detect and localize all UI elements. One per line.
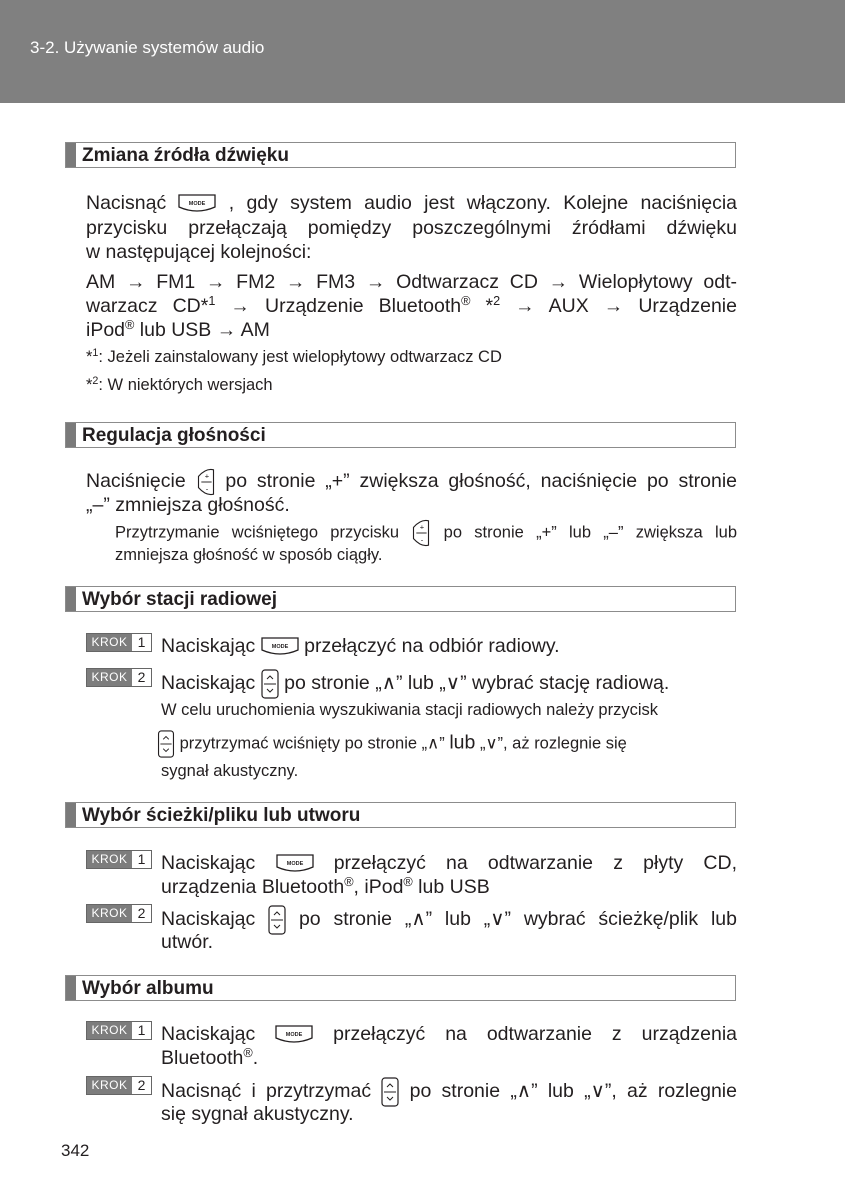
mode-button-icon (261, 637, 299, 657)
section-title: Regulacja głośności (82, 425, 266, 446)
footnote-1: *$^1$: Jeżeli zainstalowany jest wielopłytowy odtwarzacz CD (86, 347, 502, 366)
source-line-2: przycisku przełączają pomiędzy poszczególnymi źródłami dźwięku (86, 217, 737, 239)
source-line-3: w następującej kolejności: (86, 241, 312, 263)
mode-button-icon (275, 1025, 313, 1045)
track-step-1-cont: urządzenia Bluetooth®, iPod® lub USB (161, 875, 490, 898)
volume-sub-2: zmniejsza głośność w sposób ciągły. (115, 546, 383, 564)
volume-sub-1: Przytrzymanie wciśniętego przycisku po stronie „+” lub „–” zwiększa lub (115, 518, 737, 548)
track-step-2: Naciskając po stronie „∧” lub „∨” wybrać ścieżkę/plik lub (161, 905, 737, 935)
album-step-1-cont: Bluetooth®. (161, 1046, 259, 1069)
track-step-1: Naciskając przełączyć na odtwarzanie z płyty CD, (161, 852, 738, 874)
header-title: 3-2. Używanie systemów audio (30, 38, 265, 57)
step-badge-1: KROK 1 (86, 850, 152, 869)
step-badge-1: KROK 1 (86, 1021, 152, 1040)
section-bar (66, 587, 76, 611)
section-header-source (65, 142, 736, 168)
section-title: Wybór albumu (82, 978, 214, 999)
volume-line-2: „–” zmniejsza głośność. (86, 494, 290, 516)
step-badge-1: KROK 1 (86, 633, 152, 652)
album-step-1: Naciskając przełączyć na odtwarzanie z urządzenia (161, 1023, 737, 1045)
radio-sub-2: przytrzymać wciśnięty po stronie „∧” lub „∨”, aż rozlegnie się (157, 730, 737, 758)
mode-button-icon (178, 194, 216, 214)
source-sequence-3: iPod® lub USB → AM (86, 318, 270, 341)
section-header-track (65, 802, 736, 828)
section-bar (66, 976, 76, 1000)
up-down-button-icon (157, 730, 175, 758)
section-title: Wybór ścieżki/pliku lub utworu (82, 805, 361, 826)
section-bar (66, 143, 76, 167)
page-number: 342 (61, 1141, 90, 1160)
section-header-radio (65, 586, 736, 612)
album-step-2-cont: się sygnał akustyczny. (161, 1103, 354, 1125)
section-title: Zmiana źródła dźwięku (82, 145, 289, 166)
source-sequence-2: warzacz CD*$^1$ → Urządzenie Bluetooth® *$^2$ → AUX → Urządzenie (86, 294, 737, 317)
section-bar (66, 803, 76, 827)
section-header-album (65, 975, 736, 1001)
step-badge-2: KROK 2 (86, 1076, 152, 1095)
radio-step-2: Naciskając po stronie „∧” lub „∨” wybrać stację radiową. (161, 669, 737, 699)
radio-sub-3: sygnał akustyczny. (161, 762, 299, 780)
radio-sub-1: W celu uruchomienia wyszukiwania stacji radiowych należy przycisk (161, 701, 659, 719)
step-badge-2: KROK 2 (86, 904, 152, 923)
source-sequence-1: AM → FM1 → FM2 → FM3 → Odtwarzacz CD → Wielopłytowy odt- (86, 271, 737, 293)
track-step-2-cont: utwór. (161, 931, 214, 953)
radio-step-1: Naciskając przełączyć na odbiór radiowy. (161, 635, 560, 657)
section-bar (66, 423, 76, 447)
footnote-2: *$^2$: W niektórych wersjach (86, 375, 273, 394)
section-header-volume (65, 422, 736, 448)
section-title: Wybór stacji radiowej (82, 589, 277, 610)
volume-line-1: Naciśnięcie po stronie „+” zwiększa głośność, naciśnięcie po stronie (86, 467, 737, 497)
step-badge-2: KROK 2 (86, 668, 152, 687)
page-header (0, 0, 845, 103)
mode-button-icon (276, 854, 314, 874)
up-down-button-icon (261, 669, 279, 699)
album-step-2: Nacisnąć i przytrzymać po stronie „∧” lub „∨”, aż rozlegnie (161, 1077, 737, 1107)
source-line-1: Nacisnąć , gdy system audio jest włączony. Kolejne naciśnięcia (86, 192, 738, 214)
